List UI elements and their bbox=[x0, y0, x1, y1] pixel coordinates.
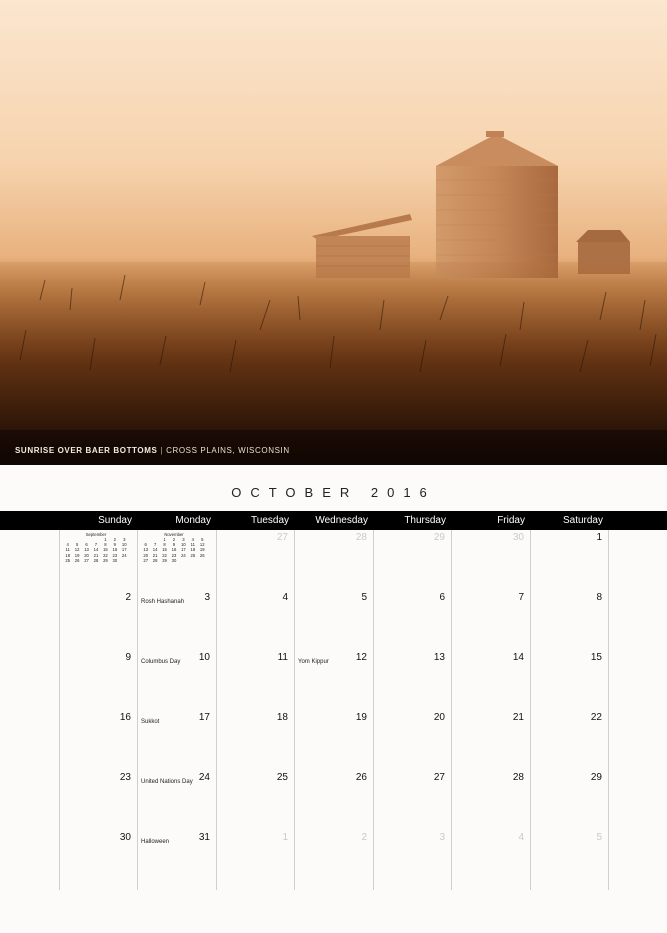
mini-calendar-table bbox=[63, 537, 129, 563]
day-cell-number: 20 bbox=[433, 712, 445, 723]
day-cell-number: 16 bbox=[119, 712, 131, 723]
caption-separator: | bbox=[160, 446, 164, 455]
weekday-header bbox=[0, 511, 667, 530]
mini-day: 2 bbox=[172, 537, 176, 542]
day-cell-number: 24 bbox=[198, 772, 210, 783]
adjacent-month-day: 5 bbox=[596, 832, 602, 843]
mini-day: 7 bbox=[153, 542, 157, 548]
day-cell-number: 30 bbox=[119, 832, 131, 843]
mini-day: 4 bbox=[191, 537, 194, 542]
day-cell-number: 7 bbox=[518, 592, 524, 603]
day-cell-number: 15 bbox=[590, 652, 602, 663]
mini-day: 22 bbox=[162, 552, 167, 558]
mini-day: 5 bbox=[75, 542, 79, 548]
day-cell-number: 9 bbox=[125, 652, 131, 663]
mini-day: 10 bbox=[121, 542, 127, 548]
mini-calendar-title: September bbox=[85, 532, 107, 537]
mini-day: 15 bbox=[162, 547, 167, 553]
mini-day: 20 bbox=[84, 552, 89, 558]
mini-day: 23 bbox=[112, 552, 118, 558]
mini-day: 30 bbox=[171, 557, 177, 563]
mini-day: 18 bbox=[65, 552, 71, 558]
mini-day: 8 bbox=[163, 542, 166, 548]
day-cell-number: 14 bbox=[512, 652, 524, 663]
mini-day: 2 bbox=[113, 537, 116, 542]
day-cell-number: 13 bbox=[433, 652, 445, 663]
mini-day: 20 bbox=[143, 552, 149, 558]
mini-day: 21 bbox=[93, 552, 99, 558]
mini-day: 23 bbox=[171, 552, 177, 558]
adjacent-month-day: 4 bbox=[518, 832, 524, 843]
day-cell-number: 28 bbox=[512, 772, 524, 783]
mini-day: 3 bbox=[182, 537, 185, 542]
weekday-wednesday: Wednesday bbox=[315, 515, 368, 526]
mini-day: 11 bbox=[65, 547, 70, 553]
mini-day: 5 bbox=[201, 537, 204, 542]
day-cell-number: 4 bbox=[282, 592, 288, 603]
mini-day: 10 bbox=[181, 542, 186, 548]
day-cell-number: 10 bbox=[198, 652, 210, 663]
mini-day: 26 bbox=[74, 557, 80, 563]
mini-day: 25 bbox=[65, 557, 71, 563]
mini-day: 24 bbox=[121, 552, 127, 558]
column-divider bbox=[608, 530, 609, 890]
weekday-sunday: Sunday bbox=[98, 515, 132, 526]
mini-day bbox=[188, 558, 197, 563]
mini-day: 25 bbox=[190, 552, 196, 558]
mini-calendar-table bbox=[141, 537, 207, 563]
day-cell-number: 29 bbox=[590, 772, 602, 783]
holiday-label: Rosh Hashanah bbox=[141, 599, 185, 605]
mini-calendar-november bbox=[141, 532, 207, 563]
mini-day: 15 bbox=[103, 547, 108, 553]
mini-day: 13 bbox=[84, 547, 89, 553]
calendar-photo bbox=[0, 0, 667, 465]
mini-day: 12 bbox=[199, 542, 205, 548]
mini-day: 9 bbox=[172, 542, 176, 548]
day-cell-number: 21 bbox=[512, 712, 524, 723]
mini-day: 9 bbox=[113, 542, 116, 548]
mini-day: 17 bbox=[181, 547, 186, 553]
mini-day: 21 bbox=[152, 552, 158, 558]
mini-day: 16 bbox=[112, 547, 118, 553]
day-cell-number: 6 bbox=[439, 592, 445, 603]
weekday-thursday: Thursday bbox=[404, 515, 446, 526]
holiday-label: Halloween bbox=[141, 839, 170, 845]
mini-day: 14 bbox=[93, 547, 99, 553]
fog-field-silo-image bbox=[0, 0, 667, 465]
day-cell-number: 2 bbox=[125, 592, 131, 603]
mini-day bbox=[120, 558, 129, 563]
mini-day: 3 bbox=[123, 537, 126, 542]
day-cell-number: 8 bbox=[596, 592, 602, 603]
day-cell-number: 31 bbox=[198, 832, 210, 843]
weekday-monday: Monday bbox=[175, 515, 211, 526]
mini-day bbox=[198, 558, 207, 563]
day-cell-number: 27 bbox=[433, 772, 445, 783]
day-cell-number: 22 bbox=[590, 712, 602, 723]
mini-day: 27 bbox=[84, 557, 89, 563]
mini-day: 19 bbox=[74, 552, 80, 558]
mini-day: 29 bbox=[162, 557, 167, 563]
calendar-grid bbox=[0, 530, 667, 890]
mini-day: 13 bbox=[143, 547, 149, 553]
day-cell-number: 5 bbox=[361, 592, 367, 603]
mini-day: 4 bbox=[66, 542, 69, 548]
day-cell-number: 26 bbox=[355, 772, 367, 783]
mini-day: 30 bbox=[112, 557, 118, 563]
mini-day: 16 bbox=[171, 547, 177, 553]
adjacent-month-day: 29 bbox=[433, 532, 445, 543]
mini-day: 12 bbox=[74, 547, 80, 553]
mini-calendar-title: November bbox=[164, 532, 184, 537]
mini-day: 14 bbox=[152, 547, 158, 553]
mini-day: 6 bbox=[85, 542, 88, 548]
mini-day: 19 bbox=[199, 547, 205, 553]
adjacent-month-day: 3 bbox=[439, 832, 445, 843]
holiday-label: United Nations Day bbox=[141, 779, 193, 785]
mini-day: 1 bbox=[163, 537, 166, 542]
mini-day: 26 bbox=[199, 552, 205, 558]
adjacent-month-day: 27 bbox=[276, 532, 288, 543]
mini-day: 24 bbox=[181, 552, 186, 558]
mini-day: 1 bbox=[104, 537, 107, 542]
holiday-label: Yom Kippur bbox=[298, 659, 329, 665]
adjacent-month-day: 28 bbox=[355, 532, 367, 543]
mini-day: 29 bbox=[103, 557, 108, 563]
mini-day: 18 bbox=[190, 547, 196, 553]
day-cell-number: 3 bbox=[204, 592, 210, 603]
photo-title: SUNRISE OVER BAER BOTTOMS bbox=[15, 446, 158, 455]
adjacent-month-day: 30 bbox=[512, 532, 524, 543]
mini-day: 6 bbox=[144, 542, 147, 548]
day-cell-number: 25 bbox=[276, 772, 288, 783]
day-cell-number: 19 bbox=[355, 712, 367, 723]
day-cell-number: 23 bbox=[119, 772, 131, 783]
day-cell-number: 1 bbox=[596, 532, 602, 543]
mini-day: 17 bbox=[121, 547, 127, 553]
mini-day: 28 bbox=[93, 557, 99, 563]
day-cell-number: 12 bbox=[355, 652, 367, 663]
day-cell-number: 17 bbox=[198, 712, 210, 723]
weekday-saturday: Saturday bbox=[562, 515, 603, 526]
mini-day: 27 bbox=[143, 557, 149, 563]
weekday-tuesday: Tuesday bbox=[251, 515, 289, 526]
month-title: OCTOBER 2016 bbox=[231, 485, 436, 500]
mini-day bbox=[179, 558, 188, 563]
adjacent-month-day: 2 bbox=[361, 832, 367, 843]
mini-day: 8 bbox=[104, 542, 107, 548]
weekday-friday: Friday bbox=[497, 515, 525, 526]
holiday-label: Sukkot bbox=[141, 719, 160, 725]
mini-day: 7 bbox=[94, 542, 98, 548]
mini-day: 22 bbox=[103, 552, 108, 558]
mini-calendar-september bbox=[63, 532, 129, 563]
day-cell-number: 11 bbox=[277, 652, 288, 663]
photo-location: CROSS PLAINS, WISCONSIN bbox=[166, 446, 290, 455]
photo-caption bbox=[15, 446, 290, 455]
day-cell-number: 18 bbox=[276, 712, 288, 723]
adjacent-month-day: 1 bbox=[282, 832, 288, 843]
mini-day: 28 bbox=[152, 557, 158, 563]
holiday-label: Columbus Day bbox=[141, 659, 181, 665]
mini-day: 11 bbox=[190, 542, 195, 548]
